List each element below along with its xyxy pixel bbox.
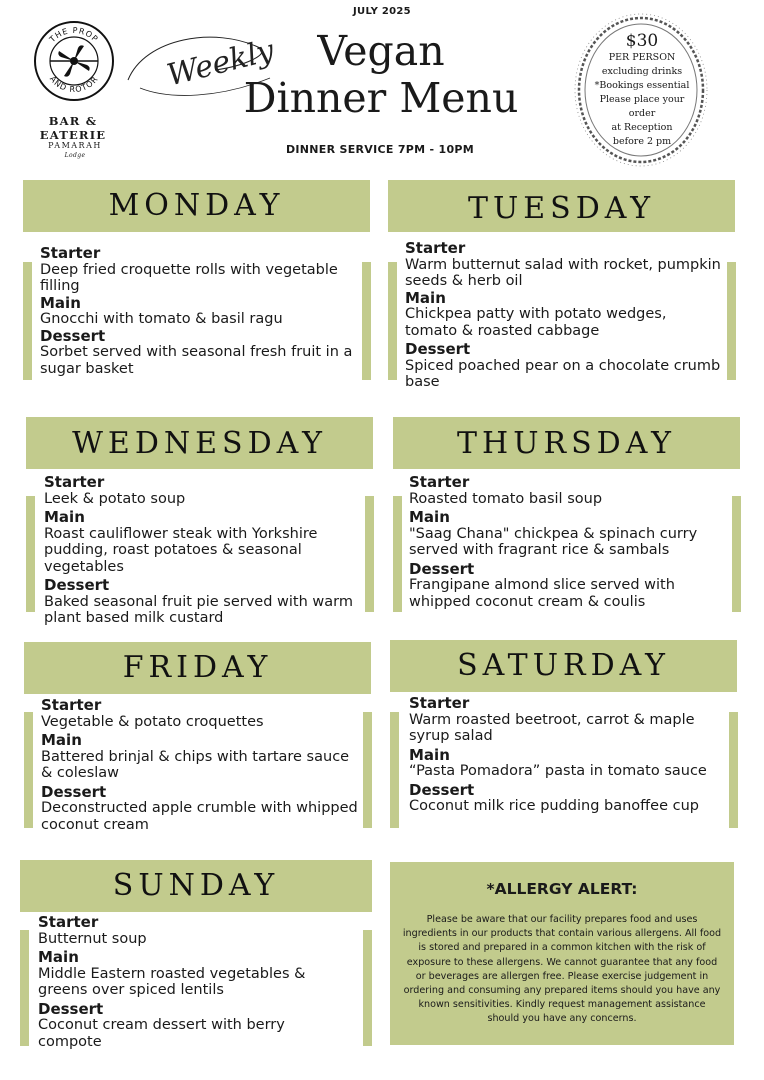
dessert-label: Dessert xyxy=(38,999,104,1018)
order-note-2: at Reception xyxy=(611,122,673,133)
starter-dish: Butternut soup xyxy=(38,930,147,947)
dessert-label: Dessert xyxy=(44,576,110,594)
menu-monday xyxy=(40,245,358,377)
allergy-alert-title: *ALLERGY ALERT: xyxy=(486,880,638,898)
bookings-note: *Bookings essential xyxy=(594,80,690,91)
svg-text:AND ROTOR xyxy=(48,74,100,94)
order-note-1: Please place your order xyxy=(599,94,685,119)
menu-friday xyxy=(41,697,363,833)
main-dish: “Pasta Pomadora” pasta in tomato sauce xyxy=(409,763,707,779)
page-title xyxy=(236,28,526,122)
starter-label: Starter xyxy=(405,239,466,257)
dessert-label: Dessert xyxy=(40,326,106,345)
price: $30 xyxy=(625,31,659,51)
accent-bar xyxy=(363,930,372,1046)
accent-bar xyxy=(24,712,33,828)
svg-text:THE PROP xyxy=(47,26,100,45)
main-label: Main xyxy=(409,745,450,764)
pamarah-subtext: Lodge xyxy=(64,152,86,159)
main-dish: Roast cauliflower steak with Yorkshire pudding, roast potatoes & seasonal vegetables xyxy=(44,525,318,575)
accent-bar xyxy=(729,712,738,828)
starter-dish: Warm roasted beetroot, carrot & maple syrup salad xyxy=(409,711,695,744)
dessert-label: Dessert xyxy=(409,780,475,799)
accent-bar xyxy=(363,712,372,828)
accent-bar xyxy=(26,496,35,612)
dessert-dish: Coconut milk rice pudding banoffee cup xyxy=(409,798,699,814)
accent-bar xyxy=(362,262,371,380)
starter-dish: Roasted tomato basil soup xyxy=(409,490,603,507)
day-header-saturday: SATURDAY xyxy=(390,640,737,692)
starter-label: Starter xyxy=(38,913,99,931)
main-dish: Gnocchi with tomato & basil ragu xyxy=(40,311,283,327)
starter-dish: Leek & potato soup xyxy=(44,490,186,507)
dessert-dish: Coconut cream dessert with berry compote xyxy=(38,1017,285,1050)
menu-saturday xyxy=(409,695,727,815)
starter-label: Starter xyxy=(44,473,105,491)
allergy-alert-text: Please be aware that our facility prepares food and uses ingredients in our products that contain various allergens. All food is stored and prepared in a common kitchen with the risk of exposure to these allergens. We cannot guarantee that any food or beverages are allergen free. Please exercise judgement in ordering and consuming any prepared items should you have any known sensitivities. Kindly request management assistance should you have any concerns. xyxy=(402,914,722,1025)
menu-sunday xyxy=(38,914,338,1050)
dessert-dish: Deconstructed apple crumble with whipped coconut cream xyxy=(41,800,358,833)
price-per-person: PER PERSON xyxy=(608,52,676,63)
dessert-dish: Baked seasonal fruit pie served with warm plant based milk custard xyxy=(44,593,353,626)
prop-and-rotor-logo xyxy=(33,20,115,102)
main-label: Main xyxy=(44,508,85,526)
order-note-3: before 2 pm xyxy=(612,136,672,147)
pamarah-text: PAMARAH xyxy=(48,141,102,150)
starter-label: Starter xyxy=(409,694,470,712)
starter-label: Starter xyxy=(409,473,470,491)
main-dish: "Saag Chana" chickpea & spinach curry served with fragrant rice & sambals xyxy=(409,525,698,558)
price-info xyxy=(590,31,694,149)
main-label: Main xyxy=(405,288,446,307)
dessert-label: Dessert xyxy=(41,782,107,801)
bar-eatery-label: BAR & EATERIE xyxy=(39,114,107,142)
main-label: Main xyxy=(41,731,82,749)
propeller-icon xyxy=(50,45,98,76)
accent-bar xyxy=(20,930,29,1046)
dessert-dish: Sorbet served with seasonal fresh fruit in a sugar basket xyxy=(40,344,353,377)
title-line-1: Vegan xyxy=(317,27,445,75)
day-header-sunday: SUNDAY xyxy=(20,860,372,912)
starter-dish: Deep fried croquette rolls with vegetable filling xyxy=(40,261,338,294)
pamarah-lodge-logo xyxy=(40,141,110,161)
menu-wednesday xyxy=(44,474,364,627)
starter-dish: Vegetable & potato croquettes xyxy=(41,713,264,730)
accent-bar xyxy=(732,496,741,612)
logo-text-top: THE PROP xyxy=(47,25,101,45)
accent-bar xyxy=(727,262,736,380)
menu-thursday xyxy=(409,474,729,610)
dinner-service-hours: DINNER SERVICE 7PM - 10PM xyxy=(285,143,475,156)
logo-text-bottom: AND ROTOR xyxy=(47,74,101,95)
accent-bar xyxy=(23,262,32,380)
day-header-tuesday: TUESDAY xyxy=(388,180,735,232)
day-header-friday: FRIDAY xyxy=(24,642,371,694)
main-dish: Middle Eastern roasted vegetables & greens over spiced lentils xyxy=(38,965,306,998)
starter-label: Starter xyxy=(41,696,102,714)
accent-bar xyxy=(388,262,397,380)
weekly-word: Weekly xyxy=(163,33,278,94)
main-label: Main xyxy=(40,293,81,312)
main-dish: Chickpea patty with potato wedges, tomato & roasted cabbage xyxy=(405,306,667,339)
accent-bar xyxy=(393,496,402,612)
main-label: Main xyxy=(409,508,450,526)
day-header-monday: MONDAY xyxy=(23,180,370,232)
dessert-label: Dessert xyxy=(409,559,475,578)
day-header-thursday: THURSDAY xyxy=(393,417,740,469)
menu-month: JULY 2025 xyxy=(353,6,411,17)
dessert-dish: Spiced poached pear on a chocolate crumb base xyxy=(405,357,721,390)
starter-label: Starter xyxy=(40,244,101,262)
price-excluding: excluding drinks xyxy=(601,66,683,77)
starter-dish: Warm butternut salad with rocket, pumpkin seeds & herb oil xyxy=(405,256,721,289)
title-line-2: Dinner Menu xyxy=(243,74,519,122)
main-dish: Battered brinjal & chips with tartare sauce & coleslaw xyxy=(41,748,350,781)
main-label: Main xyxy=(38,948,79,966)
day-header-wednesday: WEDNESDAY xyxy=(26,417,373,469)
accent-bar xyxy=(365,496,374,612)
menu-tuesday xyxy=(405,240,723,391)
accent-bar xyxy=(390,712,399,828)
dessert-dish: Frangipane almond slice served with whipped coconut cream & coulis xyxy=(409,577,675,610)
dessert-label: Dessert xyxy=(405,340,471,358)
